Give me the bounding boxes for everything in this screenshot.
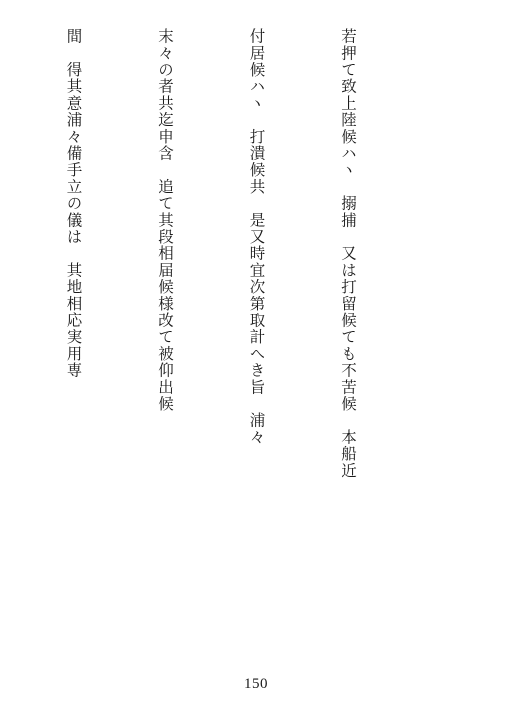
text-line: 間 得其意浦々備手立の儀は 其地相応実用専: [64, 28, 83, 379]
text-line: 若押て致上陸候ハヽ 搦捕 又は打留候ても不苦候 本船近: [339, 28, 357, 479]
body-text: [0, 28, 424, 588]
text-line: 末々の者共迄申含 追て其段相届候様改て被仰出候: [156, 28, 174, 413]
text-line: 付居候ハヽ 打潰候共 是又時宜次第取計へき旨 浦々: [247, 28, 266, 446]
page-number: 150: [244, 676, 268, 692]
